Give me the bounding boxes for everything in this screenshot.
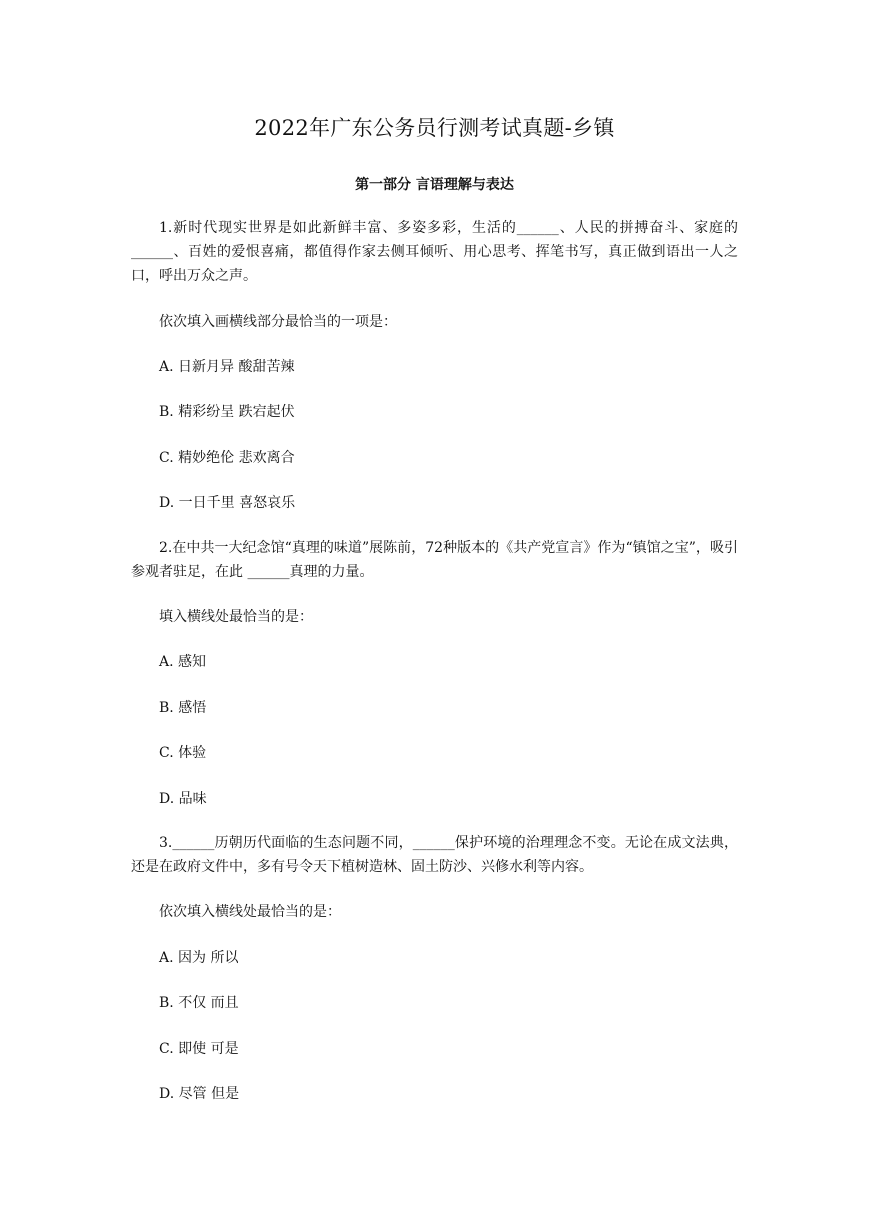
question-2-prompt: 填入横线处最恰当的是： — [159, 609, 313, 625]
question-1-stem: 1.新时代现实世界是如此新鲜丰富、多姿多彩，生活的______、人民的拼搏奋斗、家庭的______、百姓的爱恨喜痛，都值得作家去侧耳倾听、用心思考、挥笔书写，真正做到语出一人之口，呼出万众之声。 — [131, 220, 738, 284]
question-2-option-b: B. 感悟 — [159, 700, 207, 716]
question-2-option-d: D. 品味 — [159, 791, 207, 807]
question-3-option-d: D. 尽管 但是 — [159, 1086, 240, 1102]
question-2-option-c: C. 体验 — [159, 745, 207, 761]
question-3-stem: 3.______历朝历代面临的生态问题不同，______保护环境的治理理念不变。无论在成文法典，还是在政府文件中，多有号令天下植树造林、固土防沙、兴修水利等内容。 — [131, 835, 738, 875]
question-2-option-a: A. 感知 — [159, 654, 207, 670]
section-heading: 第一部分 言语理解与表达 — [355, 177, 514, 193]
question-1-option-b: B. 精彩纷呈 跌宕起伏 — [159, 404, 295, 420]
document-title: 2022年广东公务员行测考试真题-乡镇 — [254, 116, 615, 140]
question-1-option-a: A. 日新月异 酸甜苦辣 — [159, 359, 295, 375]
question-1-prompt: 依次填入画横线部分最恰当的一项是： — [159, 314, 397, 330]
question-1-option-c: C. 精妙绝伦 悲欢离合 — [159, 450, 295, 466]
question-2-stem: 2.在中共一大纪念馆“真理的味道”展陈前，72种版本的《共产党宣言》作为“镇馆之宝”，吸引参观者驻足，在此 ______真理的力量。 — [131, 540, 738, 580]
question-3-option-a: A. 因为 所以 — [159, 950, 239, 966]
question-3-option-c: C. 即使 可是 — [159, 1041, 239, 1057]
question-3-option-b: B. 不仅 而且 — [159, 995, 239, 1011]
question-1-option-d: D. 一日千里 喜怒哀乐 — [159, 495, 296, 511]
question-3-prompt: 依次填入横线处最恰当的是： — [159, 904, 341, 920]
